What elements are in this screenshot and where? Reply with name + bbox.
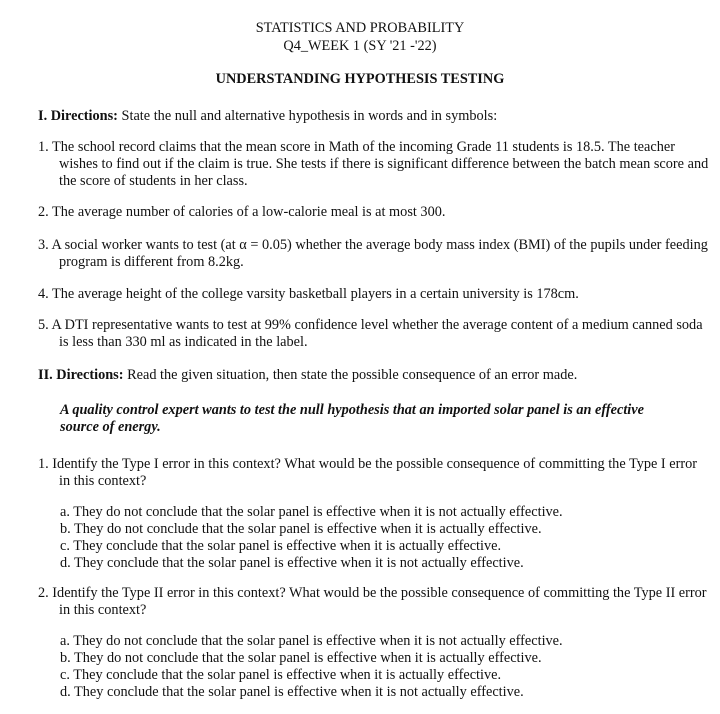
q2-option-b: b. They do not conclude that the solar panel is effective when it is actually effective. <box>60 650 542 666</box>
question-2: 2. Identify the Type II error in this context? What would be the possible consequence of committing the Type II error in this context? <box>38 585 707 618</box>
part1-text: State the null and alternative hypothesis in words and in symbols: <box>121 108 498 124</box>
part1-item-3: 3. A social worker wants to test (at α = 0.05) whether the average body mass index (BMI) of the pupils under feeding program is different from 8.2kg. <box>38 237 708 270</box>
part1-item-4: 4. The average height of the college varsity basketball players in a certain university is 178cm. <box>38 286 579 302</box>
scenario-text: A quality control expert wants to test the null hypothesis that an imported solar panel is an effective source of energy. <box>60 402 644 435</box>
part1-item-2: 2. The average number of calories of a low-calorie meal is at most 300. <box>38 204 446 220</box>
question-1: 1. Identify the Type I error in this context? What would be the possible consequence of committing the Type I error in this context? <box>38 456 698 489</box>
part1-item-5: 5. A DTI representative wants to test at 99% confidence level whether the average content of a medium canned soda is less than 330 ml as indicated in the label. <box>38 317 703 350</box>
part2-text: Read the given situation, then state the possible consequence of an error made. <box>127 367 578 383</box>
q1-option-b: b. They do not conclude that the solar panel is effective when it is actually effective. <box>60 521 542 537</box>
part2-directions <box>38 367 688 384</box>
q2-option-d: d. They conclude that the solar panel is effective when it is not actually effective. <box>60 684 524 700</box>
q1-option-d: d. They conclude that the solar panel is effective when it is not actually effective. <box>60 555 524 571</box>
q1-option-c: c. They conclude that the solar panel is effective when it is actually effective. <box>60 538 502 554</box>
subject-heading: STATISTICS AND PROBABILITY <box>255 20 465 36</box>
q1-option-a: a. They do not conclude that the solar panel is effective when it is not actually effective. <box>60 504 563 520</box>
q2-option-a: a. They do not conclude that the solar panel is effective when it is not actually effective. <box>60 633 563 649</box>
worksheet-title: UNDERSTANDING HYPOTHESIS TESTING <box>215 71 505 87</box>
part2-label: II. Directions: <box>38 367 124 383</box>
part1-item-1: 1. The school record claims that the mean score in Math of the incoming Grade 11 students is 18.5. The teacher wishes to find out if the claim is true. She tests if there is significant difference between the batch mean score and the score of students in her class. <box>38 139 709 189</box>
part1-directions <box>38 108 688 125</box>
week-heading: Q4_WEEK 1 (SY '21 -'22) <box>283 38 437 54</box>
q2-option-c: c. They conclude that the solar panel is effective when it is actually effective. <box>60 667 502 683</box>
part1-label: I. Directions: <box>38 108 118 124</box>
